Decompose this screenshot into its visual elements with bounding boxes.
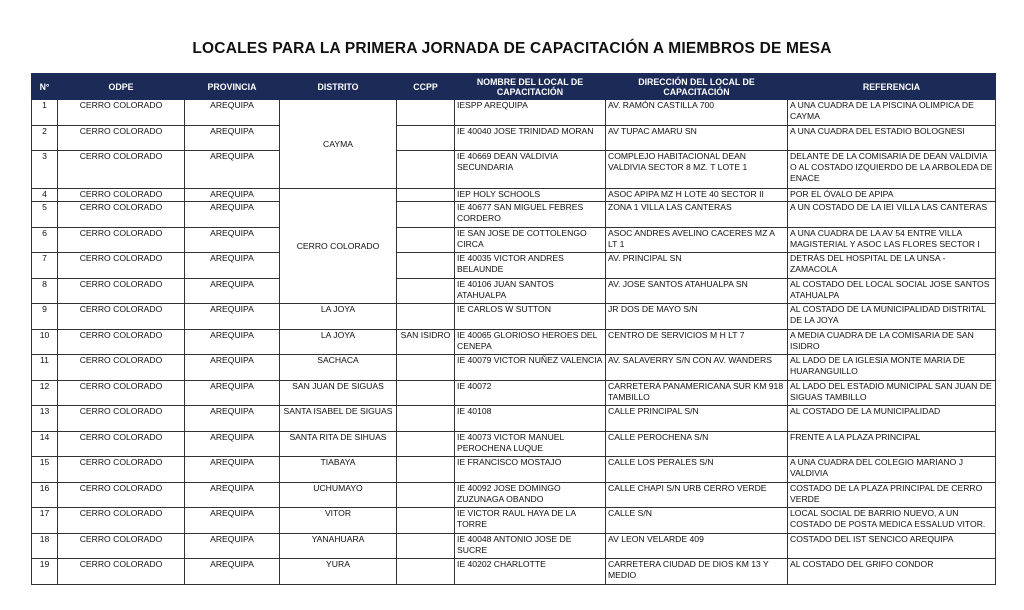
cell-referencia: AL COSTADO DEL GRIFO CONDOR xyxy=(788,559,996,585)
cell-referencia: COSTADO DE LA PLAZA PRINCIPAL DE CERRO VERDE xyxy=(788,482,996,508)
cell-referencia: FRENTE A LA PLAZA PRINCIPAL xyxy=(788,431,996,457)
cell-nombre: IE 40108 xyxy=(455,406,606,432)
cell-odpe: CERRO COLORADO xyxy=(58,253,185,279)
cell-provincia: AREQUIPA xyxy=(185,380,280,406)
cell-nombre: IE 40035 VICTOR ANDRES BELAUNDE xyxy=(455,253,606,279)
cell-odpe: CERRO COLORADO xyxy=(58,355,185,381)
cell-referencia: LOCAL SOCIAL DE BARRIO NUEVO, A UN COSTADO DE POSTA MEDICA ESSALUD VITOR. xyxy=(788,508,996,534)
cell-ccpp xyxy=(397,151,455,189)
table-row xyxy=(32,100,996,126)
table-row xyxy=(32,431,996,457)
cell-provincia: AREQUIPA xyxy=(185,278,280,304)
cell-referencia: A UN COSTADO DE LA IEI VILLA LAS CANTERAS xyxy=(788,202,996,228)
cell-referencia: AL COSTADO DEL LOCAL SOCIAL JOSE SANTOS ATAHUALPA xyxy=(788,278,996,304)
cell-n: 15 xyxy=(32,457,58,483)
table-row xyxy=(32,202,996,228)
cell-odpe: CERRO COLORADO xyxy=(58,202,185,228)
cell-ccpp: SAN ISIDRO xyxy=(397,329,455,355)
table-row xyxy=(32,406,996,432)
cell-odpe: CERRO COLORADO xyxy=(58,457,185,483)
cell-nombre: IEP HOLY SCHOOLS xyxy=(455,189,606,202)
cell-n: 1 xyxy=(32,100,58,126)
cell-odpe: CERRO COLORADO xyxy=(58,227,185,253)
cell-provincia: AREQUIPA xyxy=(185,227,280,253)
cell-direccion: CALLE CHAPI S/N URB CERRO VERDE xyxy=(606,482,788,508)
cell-direccion: ZONA 1 VILLA LAS CANTERAS xyxy=(606,202,788,228)
cell-direccion: ASOC ANDRES AVELINO CACERES MZ A LT 1 xyxy=(606,227,788,253)
cell-direccion: CALLE PRINCIPAL S/N xyxy=(606,406,788,432)
cell-n: 12 xyxy=(32,380,58,406)
header-n: N° xyxy=(32,74,58,100)
header-nombre: NOMBRE DEL LOCAL DE CAPACITACIÓN xyxy=(455,74,606,100)
cell-referencia: DETRÁS DEL HOSPITAL DE LA UNSA - ZAMACOLA xyxy=(788,253,996,279)
cell-referencia: AL LADO DEL ESTADIO MUNICIPAL SAN JUAN DE SIGUAS TAMBILLO xyxy=(788,380,996,406)
cell-provincia: AREQUIPA xyxy=(185,457,280,483)
cell-provincia: AREQUIPA xyxy=(185,431,280,457)
cell-n: 3 xyxy=(32,151,58,189)
cell-ccpp xyxy=(397,100,455,126)
cell-distrito: UCHUMAYO xyxy=(280,482,397,508)
cell-direccion: AV. RAMÓN CASTILLA 700 xyxy=(606,100,788,126)
table-header-row xyxy=(32,74,996,100)
cell-odpe: CERRO COLORADO xyxy=(58,559,185,585)
cell-direccion: CARRETERA PANAMERICANA SUR KM 918 TAMBILLO xyxy=(606,380,788,406)
cell-n: 16 xyxy=(32,482,58,508)
cell-referencia: COSTADO DEL IST SENCICO AREQUIPA xyxy=(788,533,996,559)
cell-ccpp xyxy=(397,227,455,253)
cell-n: 9 xyxy=(32,304,58,330)
table-body xyxy=(32,100,996,585)
cell-ccpp xyxy=(397,380,455,406)
cell-ccpp xyxy=(397,482,455,508)
cell-ccpp xyxy=(397,431,455,457)
cell-provincia: AREQUIPA xyxy=(185,482,280,508)
cell-nombre: IE 40065 GLORIOSO HEROES DEL CENEPA xyxy=(455,329,606,355)
cell-nombre: IE 40073 VICTOR MANUEL PEROCHENA LUQUE xyxy=(455,431,606,457)
cell-distrito: LA JOYA xyxy=(280,329,397,355)
table-row xyxy=(32,533,996,559)
cell-provincia: AREQUIPA xyxy=(185,253,280,279)
cell-direccion: CALLE S/N xyxy=(606,508,788,534)
table-row xyxy=(32,559,996,585)
locales-table xyxy=(31,73,996,585)
cell-nombre: IE 40202 CHARLOTTE xyxy=(455,559,606,585)
cell-distrito: VITOR xyxy=(280,508,397,534)
cell-n: 8 xyxy=(32,278,58,304)
table-row xyxy=(32,189,996,202)
cell-n: 11 xyxy=(32,355,58,381)
cell-referencia: DELANTE DE LA COMISARIA DE DEAN VALDIVIA O AL COSTADO IZQUIERDO DE LA ARBOLEDA DE ENACE xyxy=(788,151,996,189)
cell-provincia: AREQUIPA xyxy=(185,189,280,202)
table-row xyxy=(32,457,996,483)
cell-distrito: TIABAYA xyxy=(280,457,397,483)
cell-n: 17 xyxy=(32,508,58,534)
cell-nombre: IE 40079 VICTOR NUÑEZ VALENCIA xyxy=(455,355,606,381)
cell-distrito: LA JOYA xyxy=(280,304,397,330)
header-ccpp: CCPP xyxy=(397,74,455,100)
cell-provincia: AREQUIPA xyxy=(185,406,280,432)
cell-referencia: AL LADO DE LA IGLESIA MONTE MARIA DE HUARANGUILLO xyxy=(788,355,996,381)
cell-distrito: CERRO COLORADO xyxy=(280,189,397,304)
cell-direccion: AV. JOSE SANTOS ATAHUALPA SN xyxy=(606,278,788,304)
cell-distrito: SANTA ISABEL DE SIGUAS xyxy=(280,406,397,432)
cell-direccion: ASOC APIPA MZ H LOTE 40 SECTOR II xyxy=(606,189,788,202)
cell-nombre: IE 40677 SAN MIGUEL FEBRES CORDERO xyxy=(455,202,606,228)
cell-direccion: CALLE LOS PERALES S/N xyxy=(606,457,788,483)
cell-nombre: IE CARLOS W SUTTON xyxy=(455,304,606,330)
cell-provincia: AREQUIPA xyxy=(185,533,280,559)
cell-odpe: CERRO COLORADO xyxy=(58,304,185,330)
cell-direccion: CENTRO DE SERVICIOS M H LT 7 xyxy=(606,329,788,355)
cell-ccpp xyxy=(397,355,455,381)
cell-provincia: AREQUIPA xyxy=(185,355,280,381)
table-row xyxy=(32,380,996,406)
cell-n: 5 xyxy=(32,202,58,228)
cell-odpe: CERRO COLORADO xyxy=(58,508,185,534)
table-row xyxy=(32,508,996,534)
table-row xyxy=(32,355,996,381)
table-row xyxy=(32,227,996,253)
cell-nombre: IE 40669 DEAN VALDIVIA SECUNDARIA xyxy=(455,151,606,189)
cell-odpe: CERRO COLORADO xyxy=(58,278,185,304)
cell-ccpp xyxy=(397,406,455,432)
cell-ccpp xyxy=(397,278,455,304)
cell-ccpp xyxy=(397,508,455,534)
table-row xyxy=(32,125,996,151)
table-row xyxy=(32,329,996,355)
cell-provincia: AREQUIPA xyxy=(185,559,280,585)
cell-referencia: AL COSTADO DE LA MUNICIPALIDAD xyxy=(788,406,996,432)
cell-nombre: IESPP AREQUIPA xyxy=(455,100,606,126)
cell-referencia: POR EL ÓVALO DE APIPA xyxy=(788,189,996,202)
cell-direccion: COMPLEJO HABITACIONAL DEAN VALDIVIA SECTOR 8 MZ. T LOTE 1 xyxy=(606,151,788,189)
cell-nombre: IE 40092 JOSE DOMINGO ZUZUNAGA OBANDO xyxy=(455,482,606,508)
header-referencia: REFERENCIA xyxy=(788,74,996,100)
cell-n: 10 xyxy=(32,329,58,355)
cell-direccion: CALLE PEROCHENA S/N xyxy=(606,431,788,457)
cell-referencia: A UNA CUADRA DEL COLEGIO MARIANO J VALDIVIA xyxy=(788,457,996,483)
cell-provincia: AREQUIPA xyxy=(185,202,280,228)
cell-provincia: AREQUIPA xyxy=(185,304,280,330)
cell-direccion: JR DOS DE MAYO S/N xyxy=(606,304,788,330)
cell-n: 13 xyxy=(32,406,58,432)
cell-referencia: A MEDIA CUADRA DE LA COMISARIA DE SAN ISIDRO xyxy=(788,329,996,355)
table-row xyxy=(32,151,996,189)
table-row xyxy=(32,278,996,304)
header-provincia: PROVINCIA xyxy=(185,74,280,100)
cell-nombre: IE 40048 ANTONIO JOSE DE SUCRE xyxy=(455,533,606,559)
cell-n: 14 xyxy=(32,431,58,457)
table-row xyxy=(32,482,996,508)
cell-odpe: CERRO COLORADO xyxy=(58,151,185,189)
cell-ccpp xyxy=(397,533,455,559)
cell-provincia: AREQUIPA xyxy=(185,508,280,534)
cell-odpe: CERRO COLORADO xyxy=(58,100,185,126)
cell-referencia: A UNA CUADRA DE LA AV 54 ENTRE VILLA MAGISTERIAL Y ASOC LAS FLORES SECTOR I xyxy=(788,227,996,253)
cell-distrito: SANTA RITA DE SIHUAS xyxy=(280,431,397,457)
cell-n: 6 xyxy=(32,227,58,253)
header-direccion: DIRECCIÓN DEL LOCAL DE CAPACITACIÓN xyxy=(606,74,788,100)
cell-provincia: AREQUIPA xyxy=(185,100,280,126)
cell-n: 19 xyxy=(32,559,58,585)
cell-provincia: AREQUIPA xyxy=(185,329,280,355)
cell-ccpp xyxy=(397,559,455,585)
cell-n: 18 xyxy=(32,533,58,559)
cell-distrito: YURA xyxy=(280,559,397,585)
cell-referencia: AL COSTADO DE LA MUNICIPALIDAD DISTRITAL DE LA JOYA xyxy=(788,304,996,330)
cell-ccpp xyxy=(397,189,455,202)
cell-n: 7 xyxy=(32,253,58,279)
cell-ccpp xyxy=(397,304,455,330)
cell-nombre: IE 40072 xyxy=(455,380,606,406)
cell-nombre: IE 40040 JOSE TRINIDAD MORAN xyxy=(455,125,606,151)
cell-nombre: IE SAN JOSE DE COTTOLENGO CIRCA xyxy=(455,227,606,253)
header-distrito: DISTRITO xyxy=(280,74,397,100)
header-odpe: ODPE xyxy=(58,74,185,100)
cell-ccpp xyxy=(397,202,455,228)
cell-direccion: AV. SALAVERRY S/N CON AV. WANDERS xyxy=(606,355,788,381)
table-row xyxy=(32,253,996,279)
cell-nombre: IE 40106 JUAN SANTOS ATAHUALPA xyxy=(455,278,606,304)
cell-ccpp xyxy=(397,457,455,483)
cell-referencia: A UNA CUADRA DE LA PISCINA OLIMPICA DE CAYMA xyxy=(788,100,996,126)
cell-odpe: CERRO COLORADO xyxy=(58,329,185,355)
cell-odpe: CERRO COLORADO xyxy=(58,533,185,559)
cell-odpe: CERRO COLORADO xyxy=(58,406,185,432)
cell-referencia: A UNA CUADRA DEL ESTADIO BOLOGNESI xyxy=(788,125,996,151)
cell-direccion: CARRETERA CIUDAD DE DIOS KM 13 Y MEDIO xyxy=(606,559,788,585)
cell-odpe: CERRO COLORADO xyxy=(58,189,185,202)
cell-provincia: AREQUIPA xyxy=(185,125,280,151)
cell-distrito: SAN JUAN DE SIGUAS xyxy=(280,380,397,406)
cell-ccpp xyxy=(397,125,455,151)
cell-ccpp xyxy=(397,253,455,279)
cell-direccion: AV TUPAC AMARU SN xyxy=(606,125,788,151)
document-title: LOCALES PARA LA PRIMERA JORNADA DE CAPACITACIÓN A MIEMBROS DE MESA xyxy=(192,40,832,57)
cell-n: 4 xyxy=(32,189,58,202)
cell-direccion: AV LEON VELARDE 409 xyxy=(606,533,788,559)
cell-distrito: CAYMA xyxy=(280,100,397,189)
cell-odpe: CERRO COLORADO xyxy=(58,482,185,508)
cell-odpe: CERRO COLORADO xyxy=(58,431,185,457)
cell-odpe: CERRO COLORADO xyxy=(58,380,185,406)
cell-nombre: IE VICTOR RAUL HAYA DE LA TORRE xyxy=(455,508,606,534)
cell-direccion: AV. PRINCIPAL SN xyxy=(606,253,788,279)
cell-distrito: SACHACA xyxy=(280,355,397,381)
cell-n: 2 xyxy=(32,125,58,151)
cell-odpe: CERRO COLORADO xyxy=(58,125,185,151)
cell-distrito: YANAHUARA xyxy=(280,533,397,559)
cell-provincia: AREQUIPA xyxy=(185,151,280,189)
cell-nombre: IE FRANCISCO MOSTAJO xyxy=(455,457,606,483)
table-row xyxy=(32,304,996,330)
